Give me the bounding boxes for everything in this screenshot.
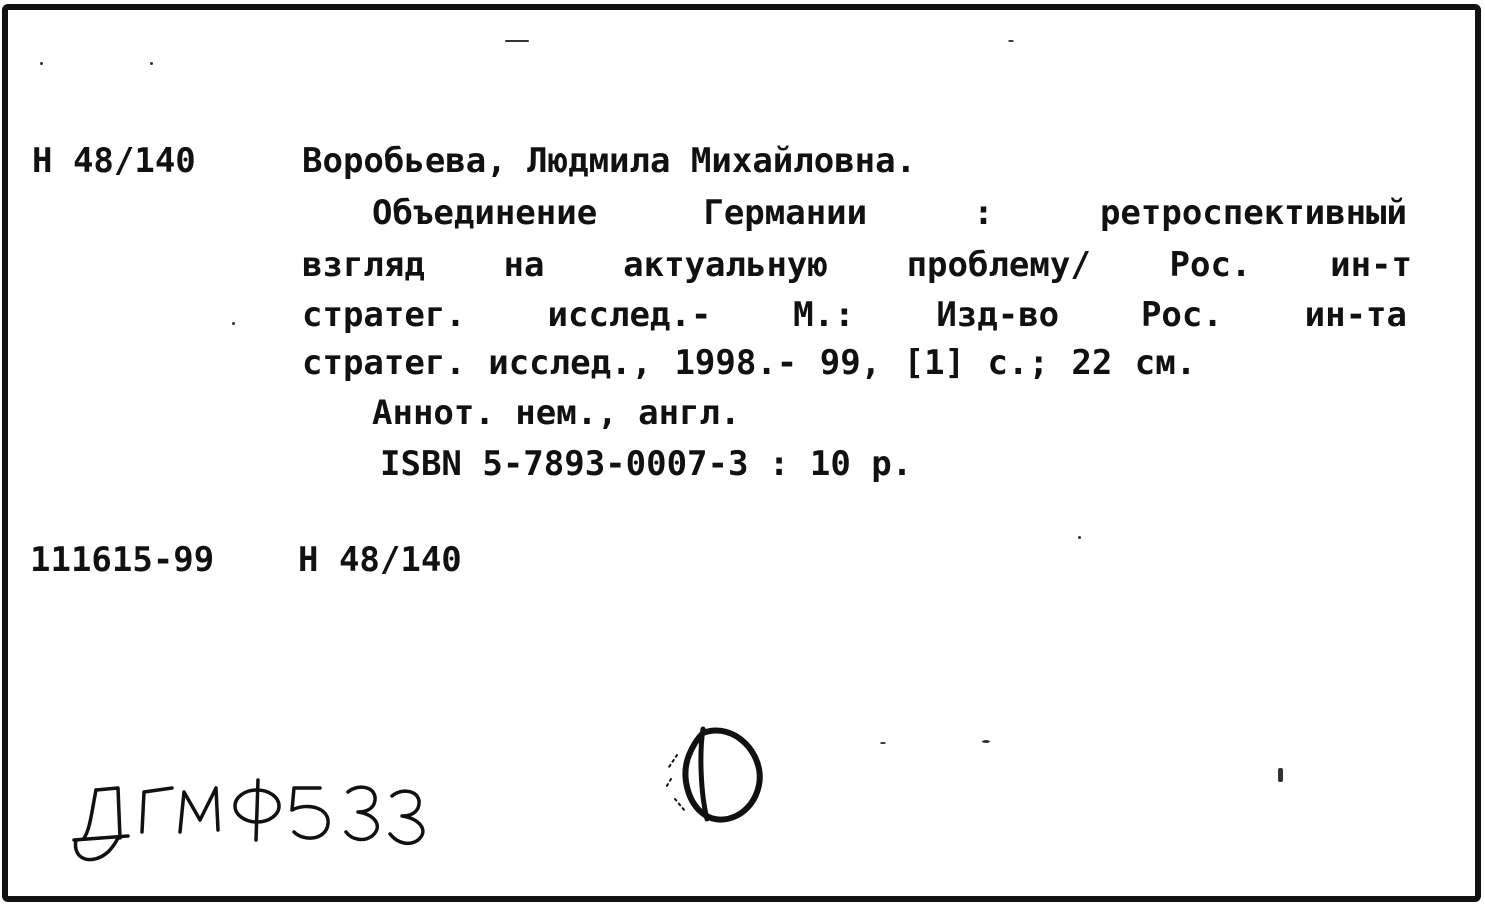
scan-speck [232,322,235,325]
title-line-4: стратег. исслед., 1998.- 99, [1] с.; 22 см. [302,343,1197,383]
isbn-line: ISBN 5-7893-0007-3 : 10 р. [380,444,913,484]
scan-speck [1078,536,1081,539]
call-number: Н 48/140 [32,141,196,181]
scan-speck [505,40,529,42]
title-line-3: стратег. исслед.- М.: Изд-во Рос. ин-та [302,295,1407,335]
scan-speck [982,740,990,743]
scan-speck [880,742,886,744]
accession-number: 111615-99 [30,540,215,580]
scan-speck [40,62,43,65]
author-heading: Воробьева, Людмила Михайловна. [302,141,917,181]
handwritten-circled-mark [655,715,775,835]
scan-speck [1278,768,1283,782]
scan-speck [1008,40,1014,42]
handwritten-shelf-mark [68,770,448,880]
annotation-note: Аннот. нем., англ. [372,393,741,433]
scan-speck [150,62,153,65]
title-line-2: взгляд на актуальную проблему/ Рос. ин-т [302,245,1412,285]
title-line-1: Объединение Германии : ретроспективный [372,193,1407,233]
call-number-footer: Н 48/140 [298,540,462,580]
